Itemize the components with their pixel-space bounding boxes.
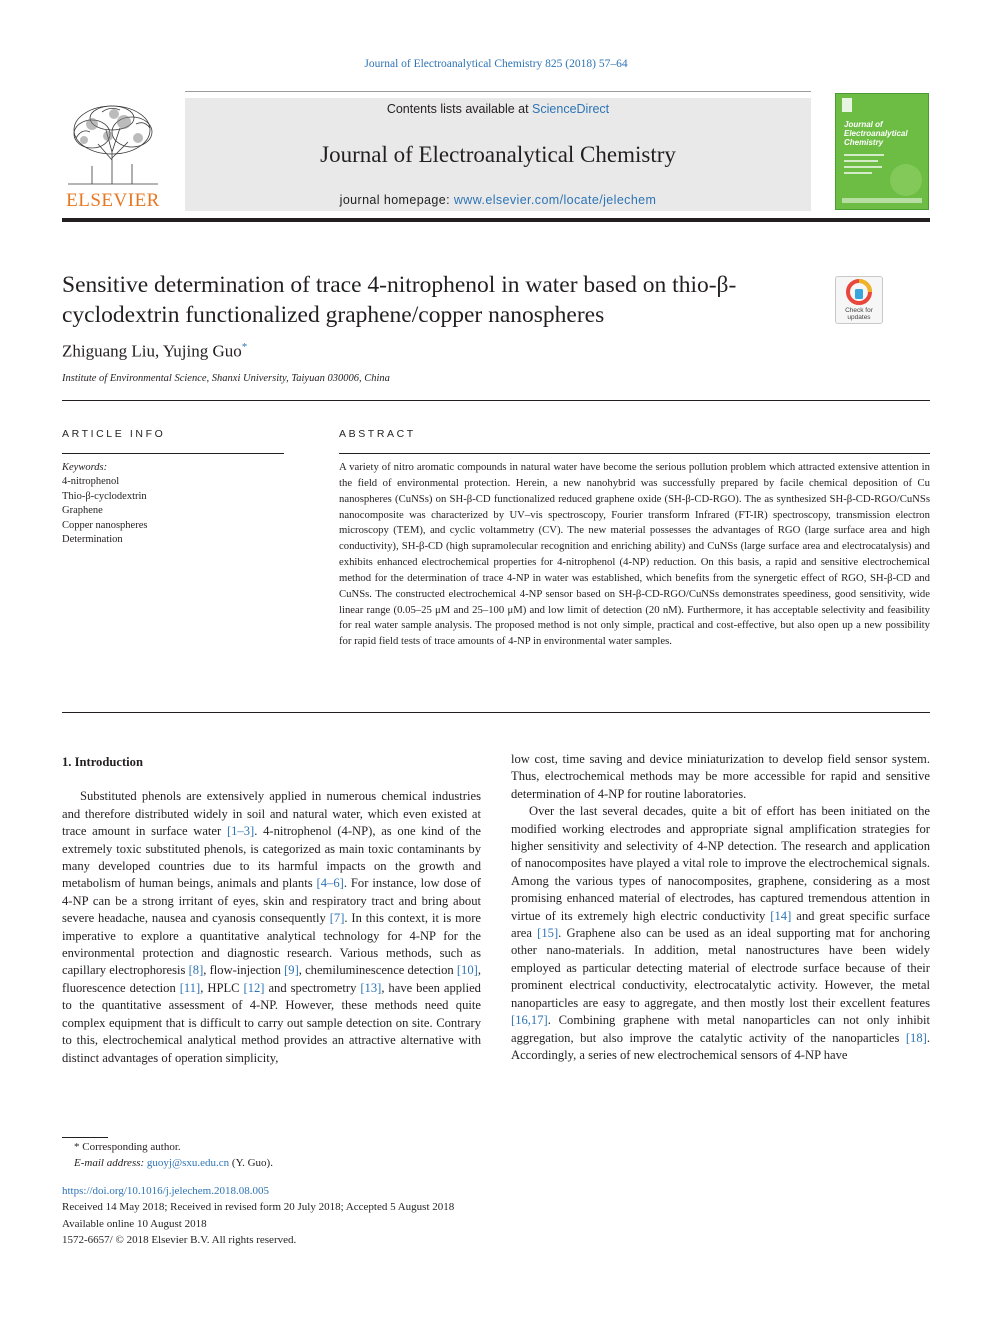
copyright-line: 1572-6657/ © 2018 Elsevier B.V. All rights reserved. [62,1234,297,1247]
reference-link[interactable]: [16,17] [511,1013,548,1028]
reference-link[interactable]: [11] [179,980,201,995]
keywords-label: Keywords: [62,462,108,473]
author-names[interactable]: Zhiguang Liu, Yujing Guo [62,341,242,361]
contents-prefix: Contents lists available at [386,102,533,116]
author-list [62,341,247,362]
body-column-left [62,754,481,1067]
article-metadata [62,1183,454,1249]
reference-link[interactable]: [10] [456,963,478,978]
text-run: Substituted phenols are extensively applied in numerous chemical industries and therefore distributed widely in soil and natural water, which even existed at trace amount in surface water [62,789,481,839]
text-run: . For instance, low dose of 4-NP can be a strong irritant of eyes, skin and respiratory tract and bring about severe headache, nausea and cyanosis consequently [62,876,481,926]
journal-cover-thumbnail[interactable] [835,93,929,210]
divider [62,453,284,454]
corresponding-author-mark[interactable]: * [241,341,248,353]
reference-link[interactable]: [1–3] [226,824,255,839]
reference-link[interactable]: [12] [243,980,265,995]
cover-journal-title: Journal of Electroanalytical Chemistry [844,120,908,147]
contents-line [185,102,811,116]
text-run: and spectrometry [264,980,361,995]
reference-link[interactable]: [4–6] [316,876,344,891]
body-paragraph [511,803,930,1064]
affiliation: Institute of Environmental Science, Shanxi University, Taiyuan 030006, China [62,373,390,384]
email-suffix: (Y. Guo). [229,1157,273,1169]
keyword-item: Thio-β-cyclodextrin [62,490,147,502]
reference-link[interactable]: [15] [537,926,559,941]
email-link[interactable]: guoyj@sxu.edu.cn [146,1157,230,1169]
text-run: . Graphene also can be used as an ideal supporting mat for anchoring other nano-materials. In addition, metal nanostructures have been widely employed as particular detecting material of electrode surface because of their prominent electrical conductivity, electrocatalytic activity. However, the metal nanoparticles are easy to aggregate, and then mostly lost their excellent features [511,926,930,1010]
body-paragraph: low cost, time saving and device miniaturization to develop field sensor system. Thus, electrochemical methods may be more accessible for rapid and sensitive determination of 4-NP for routine laboratories. [511,752,930,801]
check-for-updates-button[interactable] [835,276,883,324]
check-updates-icon [836,277,882,309]
text-run: , have been applied to the quantitative assessment of 4-NP. However, these methods need quite complex equipment that is difficult to carry out sample detection on site. Contrary to this, electrochemical analytical method provides an attractive alternative with distinct advantages of operation simplicity, [62,980,481,1065]
abstract-text: A variety of nitro aromatic compounds in natural water have become the serious pollution problem which attracted extensive attention in the field of environmental protection. Herein, a new nanohybrid was successfully prepared by facile chemical deposition of Cu nanospheres (CuNSs) on SH-β-CD functionalized reduced graphene oxide (SH-β-CD-RGO). The as synthesized SH-β-CD-RGO/CuNSs nanocomposite was characterized by UV–vis spectroscopy, Fourier transform Infrared (FT-IR) spectroscopy, transmission electron microscopy (TEM), and cyclic voltammetry (CV). The new material possesses the advantages of RGO (large surface area and high conductivity), SH-β-CD (high supramolecular recognition and enriching ability) and CuNSs (large surface area and electrocatalysis) and exhibits enhanced electrochemical properties for 4-nitrophenol (4-NP) reduction. On this basis, a rapid and sensitive electrochemical method for the determination of trace 4-NP in water was established, which benefits from the synergetic effect of RGO, SH-β-CD and CuNSs. The constructed electrochemical 4-NP sensor based on SH-β-CD-RGO/CuNSs demonstrates speediness, good sensitivity, wide linear range (0.05–25 μM and 25–100 μM) and low limit of detection (20 nM). Furthermore, it has acceptable selectivity and feasibility for real water sample analysis. The proposed method is not only simple, practical and cost-effective, but also open up a new possibility for rapid field tests of trace amounts of 4-NP in environmental water samples. [339,461,930,648]
abstract-heading: ABSTRACT [339,428,416,440]
reference-link[interactable]: [18] [905,1030,927,1045]
text-run: . Accordingly, a series of new electrochemical sensors of 4-NP have [511,1030,930,1062]
keyword-item: Copper nanospheres [62,519,148,531]
text-run: . In this context, it is more imperative to explore a quantitative analytical technology for 4-NP for the environmental protection and diagnostic research. Various methods, such as capillary electrophoresis [62,911,481,978]
article-title: Sensitive determination of trace 4-nitrophenol in water based on thio-β-cyclodextrin functionalized graphene/copper nanospheres [62,272,737,328]
footnote [62,1139,273,1171]
footnote-rule [62,1137,108,1138]
text-run: Over the last several decades, quite a bit of effort has been initiated on the modified working electrodes and appropriate signal amplification strategies for higher sensitivity and selectivity of 4-NP detection. The research and application of nanocomposites have played a vital role to improve the electrochemical signals. Among the various types of nanocomposites, graphene, considering as a most promising enhanced material of electrodes, has captured tremendous attention in virtue of its extremely high electric conductivity [511,804,930,923]
homepage-prefix: journal homepage: [339,193,454,207]
footnote-mark: * [74,1141,80,1153]
text-run: . Combining graphene with metal nanoparticles can not only inhibit aggregation, but also improve the catalytic activity of the nanoparticles [511,1013,930,1045]
corresponding-author-note [62,1139,273,1155]
header-bottom-rule [62,218,930,222]
history-dates: Received 14 May 2018; Received in revised form 20 July 2018; Accepted 5 August 2018 [62,1201,455,1214]
email-label: E-mail address: [74,1157,147,1169]
journal-homepage-link[interactable]: www.elsevier.com/locate/jelechem [453,193,657,207]
keyword-item: 4-nitrophenol [62,476,120,488]
publisher-name: ELSEVIER [66,190,160,211]
reference-link[interactable]: [9] [284,963,299,978]
check-updates-label: Check for updates [845,307,873,321]
keyword-item: Graphene [62,505,103,517]
divider [339,453,930,454]
text-run: , flow-injection [203,963,285,978]
keyword-item: Determination [62,534,123,546]
divider [62,400,930,401]
doi-link[interactable]: https://doi.org/10.1016/j.jelechem.2018.08.005 [62,1185,269,1197]
email-note [62,1155,273,1171]
footnote-text: Corresponding author. [79,1141,181,1153]
elsevier-logo[interactable] [62,100,164,212]
available-online: Available online 10 August 2018 [62,1217,207,1230]
journal-masthead [185,98,811,211]
divider [62,712,930,713]
keywords-list [62,461,284,547]
section-title-introduction: 1. Introduction [62,755,143,769]
article-info-heading: ARTICLE INFO [62,428,166,440]
reference-link[interactable]: [7] [329,911,345,926]
homepage-line [185,193,811,207]
text-run: . 4-nitrophenol (4-NP), as one kind of the extremely toxic substituted phenols, is categorized as main toxic contaminants by many developed countries due to its harmful impacts on the growth and metabolism of human beings, animals and plants [62,824,481,891]
reference-link[interactable]: [13] [360,980,382,995]
text-run: , fluorescence detection [62,963,481,995]
reference-link[interactable]: [14] [770,908,792,923]
text-run: , chemiluminescence detection [298,963,457,978]
body-column-right [511,751,930,1064]
header-top-rule [185,91,811,92]
text-run: and great specific surface area [511,908,930,941]
elsevier-tree-icon [62,100,164,186]
journal-title[interactable]: Journal of Electroanalytical Chemistry [320,142,676,167]
journal-citation[interactable]: Journal of Electroanalytical Chemistry 825 (2018) 57–64 [364,58,628,70]
reference-link[interactable]: [8] [188,963,204,978]
text-run: , HPLC [200,980,244,995]
sciencedirect-link[interactable]: ScienceDirect [532,102,610,116]
body-paragraph [62,788,481,1067]
cover-graphic-icon [836,94,928,209]
